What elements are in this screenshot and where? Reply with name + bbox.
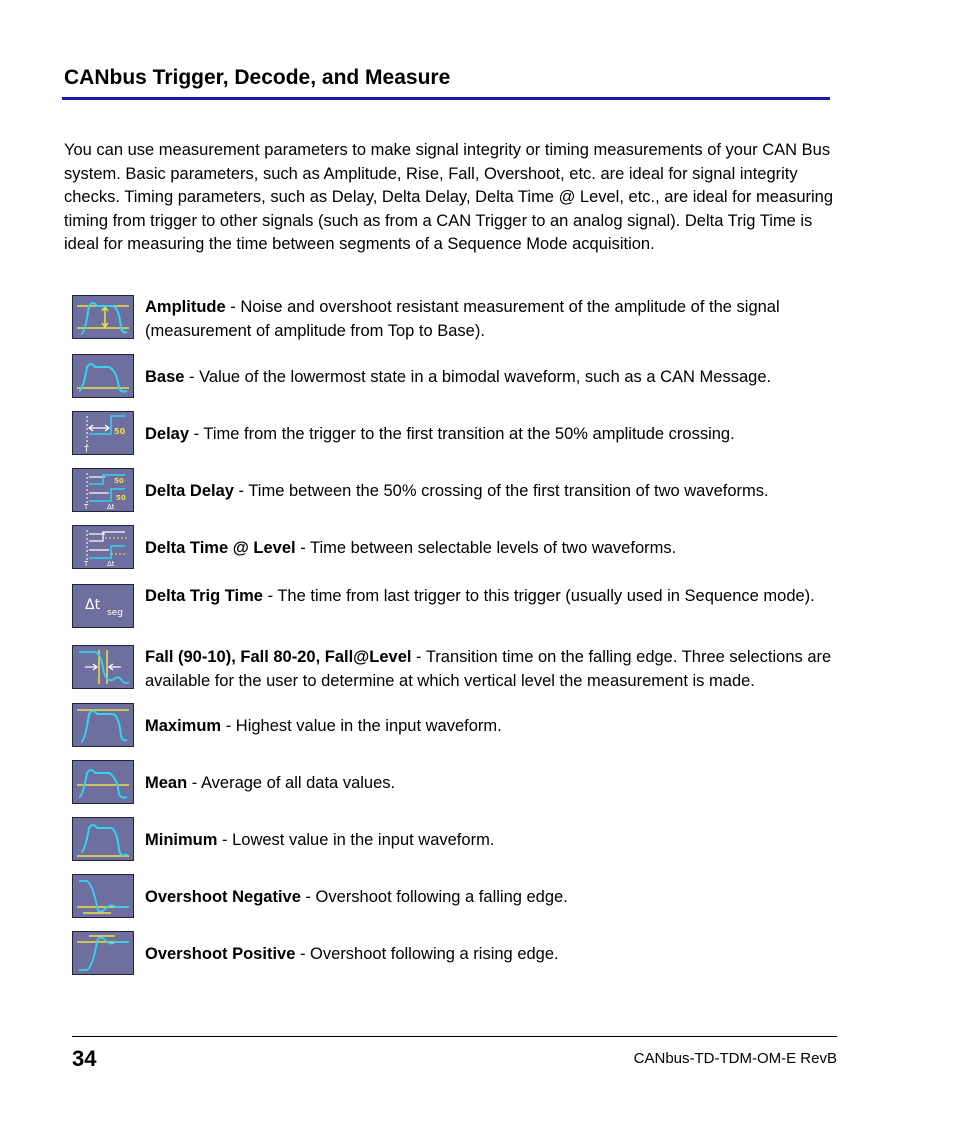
page-number: 34: [72, 1046, 97, 1071]
trigger-label: T: [84, 503, 89, 509]
param-name: Delay: [145, 425, 190, 443]
amplitude-icon: [72, 295, 134, 339]
title-underline: [62, 97, 830, 100]
delta-tseg-label: Δt: [85, 597, 101, 613]
param-text: - Average of all data values.: [187, 774, 396, 792]
param-name: Maximum: [145, 717, 222, 735]
delta-time-level-icon: [72, 525, 134, 569]
seg-label: seg: [107, 608, 123, 618]
overshoot-positive-icon: [72, 931, 134, 975]
trigger-label: T: [84, 445, 89, 452]
param-description: [145, 536, 857, 560]
fifty-label: 50: [114, 477, 124, 485]
trigger-label: T: [84, 560, 89, 566]
param-text: - Lowest value in the input waveform.: [217, 831, 495, 849]
param-text: - The time from last trigger to this trigger (usually used in Sequence mode).: [262, 587, 815, 605]
param-description: [145, 584, 857, 608]
param-description: [145, 645, 857, 693]
param-text: - Value of the lowermost state in a bimodal waveform, such as a CAN Message.: [184, 368, 772, 386]
param-text: - Noise and overshoot resistant measurement of the amplitude of the signal (measurement of amplitude from Top to Base).: [145, 298, 780, 340]
delta-trig-time-icon: [72, 584, 134, 628]
param-text: - Overshoot following a falling edge.: [300, 888, 568, 906]
param-name: Overshoot Negative: [145, 888, 301, 906]
document-id: CANbus-TD-TDM-OM-E RevB: [633, 1050, 837, 1067]
delta-delay-icon: [72, 468, 134, 512]
param-text: - Highest value in the input waveform.: [221, 717, 502, 735]
fifty-label: 50: [114, 427, 126, 436]
param-name: Mean: [145, 774, 188, 792]
fifty-label: 50: [116, 494, 126, 502]
param-description: [145, 422, 857, 446]
param-description: [145, 714, 857, 738]
param-name: Amplitude: [145, 298, 226, 316]
param-name: Minimum: [145, 831, 218, 849]
section-title: CANbus Trigger, Decode, and Measure: [64, 66, 451, 89]
param-name: Overshoot Positive: [145, 945, 296, 963]
param-description: [145, 365, 857, 389]
param-text: - Time between selectable levels of two waveforms.: [295, 539, 677, 557]
param-text: - Transition time on the falling edge. Three selections are available for the user to determine at which vertical level the measurement is made.: [145, 648, 832, 690]
intro-paragraph: You can use measurement parameters to make signal integrity or timing measurements of your CAN Bus system. Basic parameters, such as Amplitude, Rise, Fall, Overshoot, etc. are ideal for signal integrity checks. Timing parameters, such as Delay, Delta Delay, Delta Time @ Level, etc., are ideal for measuring timing from trigger to other signals (such as from a CAN Trigger to an analog signal). Delta Trig Time is ideal for measuring the time between segments of a Sequence Mode acquisition.: [64, 141, 834, 254]
param-name: Fall (90-10), Fall 80-20, Fall@Level: [145, 648, 412, 666]
minimum-icon: [72, 817, 134, 861]
delta-t-label: Δt: [107, 560, 115, 566]
param-text: - Overshoot following a rising edge.: [295, 945, 559, 963]
param-name: Delta Trig Time: [145, 587, 263, 605]
param-name: Delta Time @ Level: [145, 539, 296, 557]
param-text: - Time between the 50% crossing of the first transition of two waveforms.: [233, 482, 769, 500]
param-text: - Time from the trigger to the first transition at the 50% amplitude crossing.: [189, 425, 735, 443]
param-name: Base: [145, 368, 185, 386]
param-description: [145, 828, 857, 852]
param-description: [145, 295, 857, 343]
fall-icon: [72, 645, 134, 689]
param-description: [145, 771, 857, 795]
param-description: [145, 479, 857, 503]
param-name: Delta Delay: [145, 482, 234, 500]
base-icon: [72, 354, 134, 398]
footer-rule: [72, 1036, 837, 1037]
mean-icon: [72, 760, 134, 804]
param-description: [145, 885, 857, 909]
maximum-icon: [72, 703, 134, 747]
overshoot-negative-icon: [72, 874, 134, 918]
delta-t-label: Δt: [107, 503, 115, 509]
delay-icon: [72, 411, 134, 455]
param-description: [145, 942, 857, 966]
